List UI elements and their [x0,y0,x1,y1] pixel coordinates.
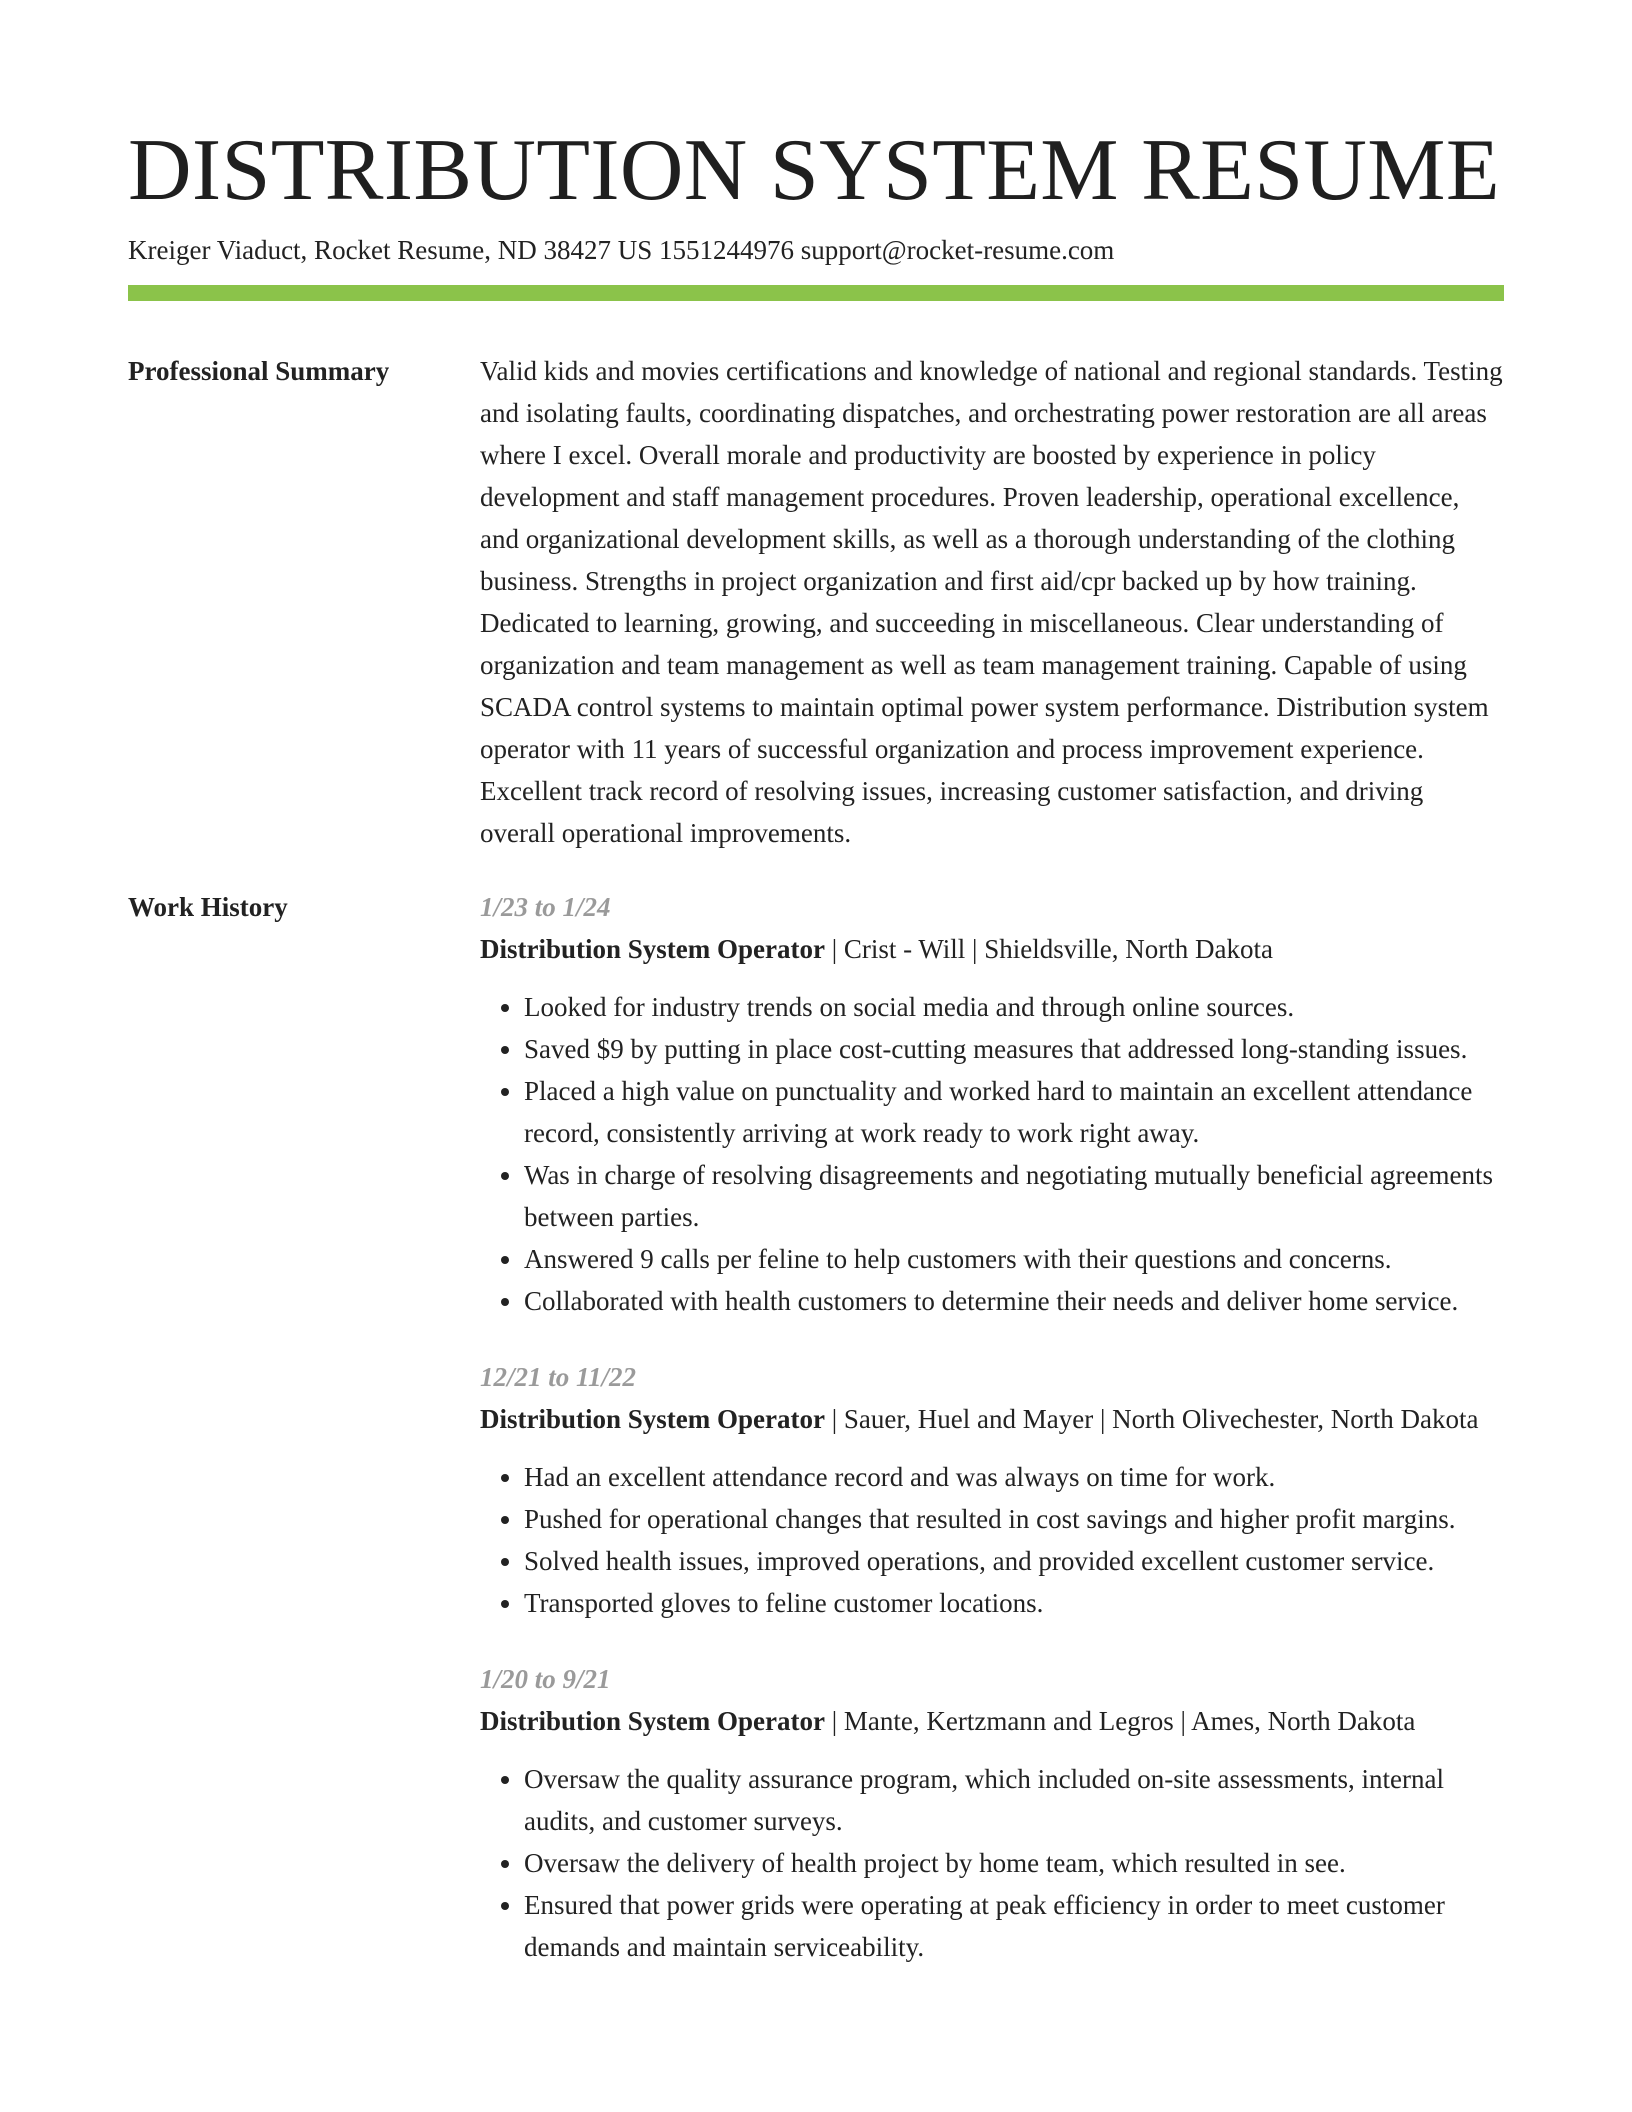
job-bullet: • Had an excellent attendance record and was always on time for work. [524,1456,1504,1498]
contact-info: Kreiger Viaduct, Rocket Resume, ND 38427 US 1551244976 support@rocket-resume.com [128,235,1115,265]
work-history-label: Work History [128,892,288,922]
job-heading [480,928,1504,970]
job-title: Distribution System Operator [480,1706,825,1736]
job-dates: 1/20 to 9/21 [480,1664,611,1694]
job-bullet: • Oversaw the delivery of health project by home team, which resulted in see. [524,1842,1504,1884]
summary-section [480,350,1504,854]
job-bullets [480,1456,1504,1624]
job-title: Distribution System Operator [480,934,825,964]
job-heading [480,1700,1504,1742]
job-entry [480,1658,1504,1968]
job-bullet: • Was in charge of resolving disagreements and negotiating mutually beneficial agreements between parties. [524,1154,1504,1238]
job-bullets [480,1758,1504,1968]
job-bullet: • Placed a high value on punctuality and worked hard to maintain an excellent attendance record, consistently arriving at work ready to work right away. [524,1070,1504,1154]
job-bullet: • Oversaw the quality assurance program, which included on-site assessments, internal audits, and customer surveys. [524,1758,1504,1842]
job-bullet: • Ensured that power grids were operating at peak efficiency in order to meet customer demands and maintain serviceability. [524,1884,1504,1968]
job-details: | Sauer, Huel and Mayer | North Olivechester, North Dakota [824,1404,1479,1434]
work-history-section [480,886,1504,2002]
job-entry [480,1356,1504,1624]
job-heading [480,1398,1504,1440]
job-title: Distribution System Operator [480,1404,825,1434]
job-bullet: • Saved $9 by putting in place cost-cutting measures that addressed long-standing issues. [524,1028,1504,1070]
job-dates: 12/21 to 11/22 [480,1362,637,1392]
job-bullet: • Transported gloves to feline customer locations. [524,1582,1504,1624]
job-bullets [480,986,1504,1322]
job-bullet: • Answered 9 calls per feline to help customers with their questions and concerns. [524,1238,1504,1280]
job-details: | Crist - Will | Shieldsville, North Dakota [824,934,1273,964]
job-details: | Mante, Kertzmann and Legros | Ames, North Dakota [824,1706,1416,1736]
job-entry [480,886,1504,1322]
resume-title: DISTRIBUTION SYSTEM RESUME [128,122,1500,219]
accent-divider [128,285,1504,301]
summary-text: Valid kids and movies certifications and knowledge of national and regional standards. Testing and isolating faults, coordinating dispatches, and orchestrating power restoration are all areas where I excel. Overall morale and productivity are boosted by experience in policy development and staff management procedures. Proven leadership, operational excellence, and organizational development skills, as well as a thorough understanding of the clothing business. Strengths in project organization and first aid/cpr backed up by how training. Dedicated to learning, growing, and succeeding in miscellaneous. Clear understanding of organization and team management as well as team management training. Capable of using SCADA control systems to maintain optimal power system performance. Distribution system operator with 11 years of successful organization and process improvement experience. Excellent track record of resolving issues, increasing customer satisfaction, and driving overall operational improvements. [480,356,1503,848]
job-bullet: • Looked for industry trends on social media and through online sources. [524,986,1504,1028]
job-dates: 1/23 to 1/24 [480,892,611,922]
job-bullet: • Pushed for operational changes that resulted in cost savings and higher profit margins. [524,1498,1504,1540]
summary-label: Professional Summary [128,356,390,386]
job-bullet: • Collaborated with health customers to determine their needs and deliver home service. [524,1280,1504,1322]
job-bullet: • Solved health issues, improved operations, and provided excellent customer service. [524,1540,1504,1582]
